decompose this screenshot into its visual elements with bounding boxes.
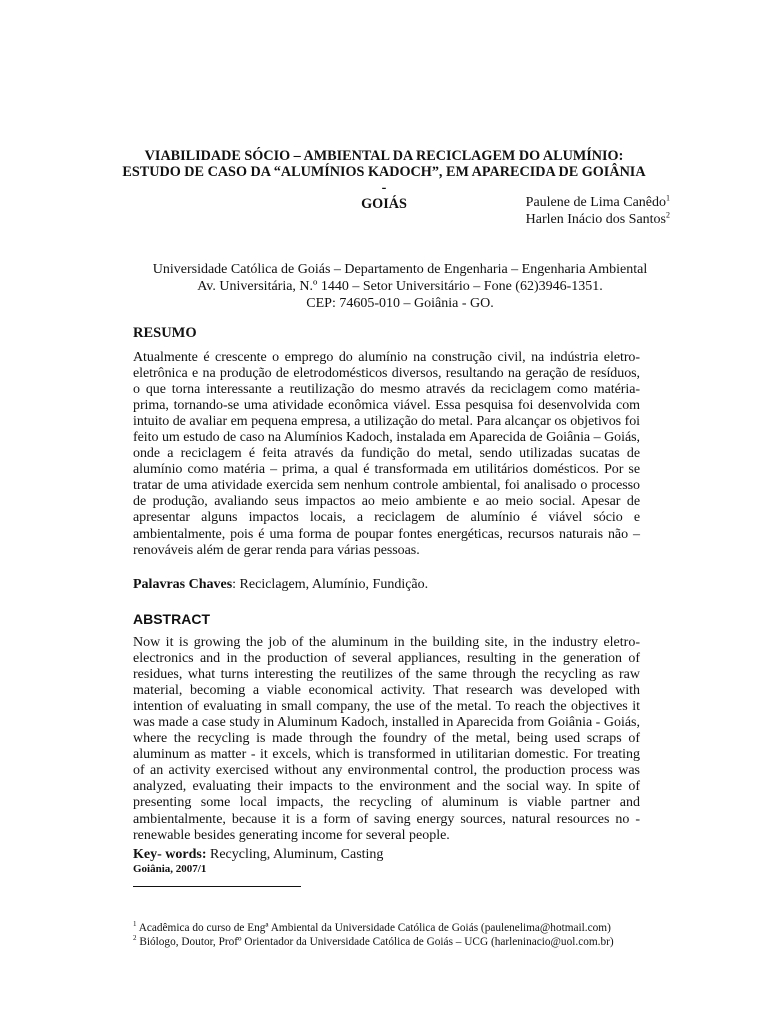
affiliation-line-3: CEP: 74605-010 – Goiânia - GO.: [306, 296, 494, 311]
footnotes: [133, 921, 614, 949]
abstract-heading: ABSTRACT: [133, 611, 210, 627]
affiliation-line-1: Universidade Católica de Goiás – Departamento de Engenharia – Engenharia Ambiental: [152, 262, 648, 277]
palavras-chaves-value: : Reciclagem, Alumínio, Fundição.: [232, 577, 429, 592]
footnote-divider: [133, 886, 301, 887]
abstract-text: Now it is growing the job of the aluminum in the building site, in the industry eletro-electronics and in the production of several appliances, resulting in the generation of residues, what turns interesting the reutilizes of the same through the recycling as raw material, becoming a viable economical activity. That research was developed with intention of evaluating in small company, the use of the metal. To reach the objectives it was made a case study in Aluminum Kadoch, installed in Aparecida from Goiânia - Goiás, where the recycling is made through the foundry of the metal, being used scraps of aluminum as matter - it excels, which is transformed in utilitarian domestic. For treating of an activity exercised without any environmental control, the production process was analyzed, evaluating their impacts to the environment and the social way. In spite of presenting some local impacts, the recycling of aluminum is viable partner and ambientalmente, because it is a form of saving energy sources, natural resources no - renewable besides generating income for several people.: [133, 635, 640, 843]
footnote-1-text: Acadêmica do curso de Engª Ambiental da Universidade Católica de Goiás (paulenelima@hotmail.com): [136, 922, 611, 934]
affiliation-line-2: Av. Universitária, N.º 1440 – Setor Universitário – Fone (62)3946-1351.: [197, 279, 603, 294]
author-1-name: Paulene de Lima Canêdo: [525, 195, 666, 210]
place-date: Goiânia, 2007/1: [133, 863, 207, 875]
footnote-2: [133, 935, 614, 949]
author-list: [526, 194, 670, 228]
key-words-value: Recycling, Aluminum, Casting: [206, 847, 384, 862]
author-2-name: Harlen Inácio dos Santos: [525, 212, 666, 227]
footnote-1: [133, 921, 614, 935]
title-line-1: VIABILIDADE SÓCIO – AMBIENTAL DA RECICLAGEM DO ALUMÍNIO:: [144, 148, 624, 164]
palavras-chaves: [133, 577, 428, 593]
affiliation: [100, 261, 700, 312]
key-words: [133, 847, 383, 863]
title-line-3: GOIÁS: [361, 196, 407, 212]
author-2-footnote-mark: 2: [666, 210, 670, 220]
resumo-text: Atualmente é crescente o emprego do alumínio na construção civil, na indústria eletro-eletrônica e na produção de eletrodomésticos diversos, resultando na geração de resíduos, o que torna interessante a reutilização do mesmo através da reciclagem como matéria-prima, tornando-se uma atividade econômica viável. Essa pesquisa foi desenvolvida com intuito de avaliar em pequena empresa, a utilização do metal. Para alcançar os objetivos foi feito um estudo de caso na Alumínios Kadoch, instalada em Aparecida de Goiânia – Goiás, onde a reciclagem é feita através da fundição do metal, sendo utilizadas sucatas de alumínio como matéria – prima, a qual é transformada em utilitários domésticos. Por se tratar de uma atividade exercida sem nenhum controle ambiental, foi analisado o processo de produção, avaliando seus impactos ao meio ambiente e ao meio social. Apesar de apresentar alguns impactos locais, a reciclagem de alumínio é viável sócio e ambientalmente, pois é uma forma de poupar fontes energéticas, recursos naturais não – renováveis além de gerar renda para várias pessoas.: [133, 350, 640, 558]
footnote-2-mark: 2: [133, 934, 137, 943]
resumo-heading: RESUMO: [133, 325, 197, 341]
author-2: [526, 211, 670, 228]
footnote-1-mark: 1: [133, 920, 137, 929]
title-line-2: ESTUDO DE CASO DA “ALUMÍNIOS KADOCH”, EM APARECIDA DE GOIÂNIA -: [122, 164, 646, 196]
author-1-footnote-mark: 1: [666, 193, 670, 203]
key-words-label: Key- words:: [133, 847, 207, 862]
footnote-2-text: Biólogo, Doutor, Profº Orientador da Universidade Católica de Goiás – UCG (harleninacio@uol.com.br): [136, 936, 614, 948]
author-1: [526, 194, 670, 211]
palavras-chaves-label: Palavras Chaves: [133, 577, 233, 592]
